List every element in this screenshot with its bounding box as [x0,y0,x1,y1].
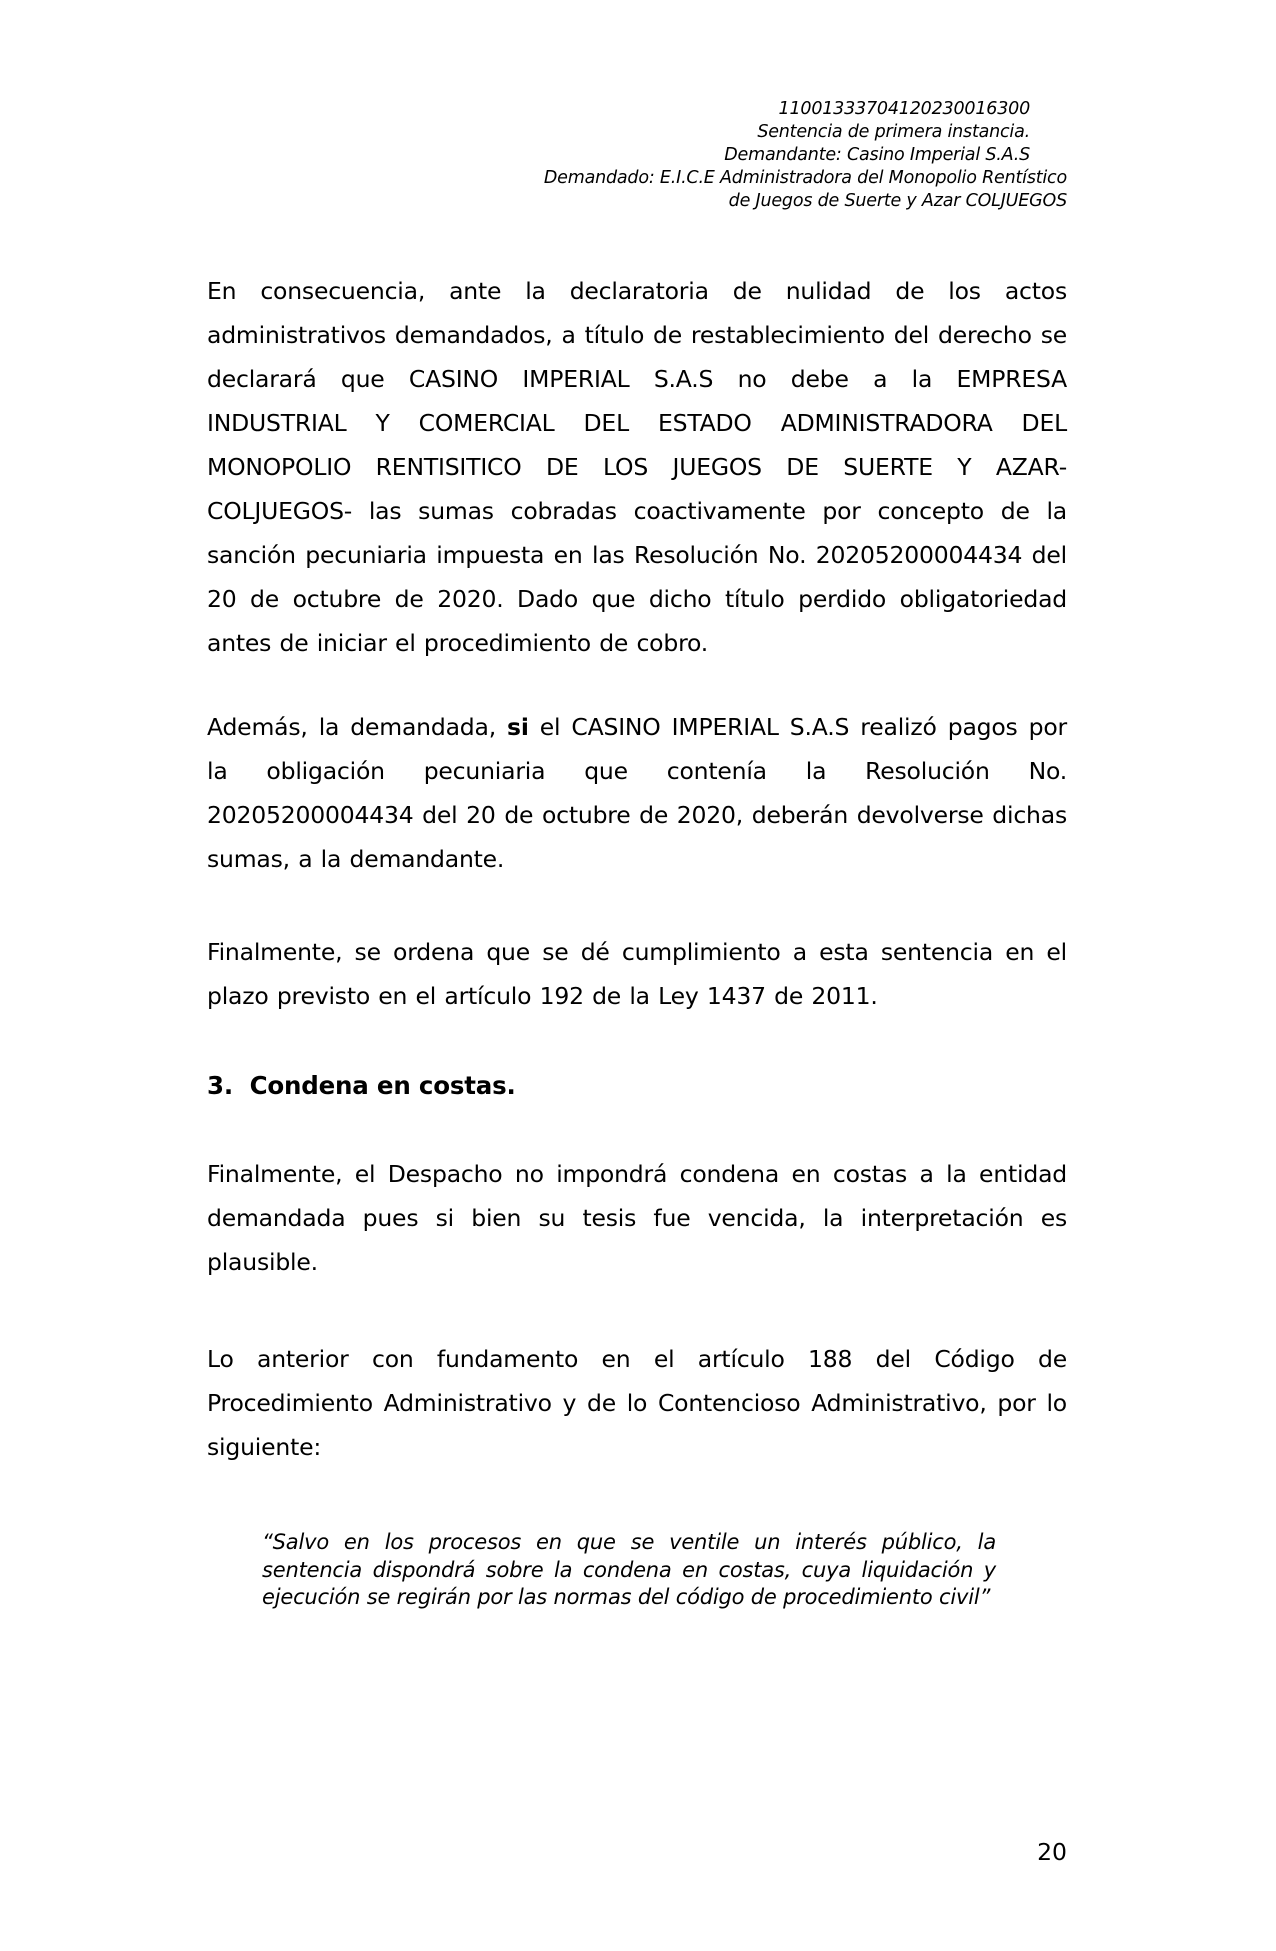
legal-quote: “Salvo en los procesos en que se ventile un interés público, la sentencia dispondrá sobre la condena en costas, cuya liquidación y ejecución se regirán por las normas del código de procedimiento civil” [262,1530,996,1609]
paragraph-cumplimiento: Finalmente, se ordena que se dé cumplimiento a esta sentencia en el plazo previsto en el artículo 192 de la Ley 1437 de 2011. [207,938,1067,1010]
paragraph-consecuencia: En consecuencia, ante la declaratoria de nulidad de los actos administrativos demandados, a título de restablecimiento del derecho se declarará que CASINO IMPERIAL S.A.S no debe a la EMPRESA INDUSTRIAL Y COMERCIAL DEL ESTADO ADMINISTRADORA DEL MONOPOLIO RENTISITICO DE LOS JUEGOS DE SUERTE Y AZAR-COLJUEGOS- las sumas cobradas coactivamente por concepto de la sanción pecuniaria impuesta en las Resolución No. 20205200004434 del 20 de octubre de 2020. Dado que dicho título perdido obligatoriedad antes de iniciar el procedimiento de cobro. [207,277,1067,657]
section-heading-condena-costas: 3. Condena en costas. [207,1071,516,1100]
bold-si-text: si [507,713,529,741]
text-segment: Además, la demandada, [207,713,508,741]
page-number: 20 [1037,1838,1067,1866]
header-line-demandante: Demandante: Casino Imperial S.A.S [724,145,1030,165]
header-line-instance: Sentencia de primera instancia. [757,122,1030,142]
header-line-demandado: Demandado: E.I.C.E Administradora del Monopolio Rentístico [543,168,1067,188]
paragraph-no-condena: Finalmente, el Despacho no impondrá condena en costas a la entidad demandada pues si bien su tesis fue vencida, la interpretación es plausible. [207,1160,1067,1276]
case-header [207,98,1067,213]
case-number: 11001333704120230016300 [778,99,1030,119]
header-line-coljuegos: de Juegos de Suerte y Azar COLJUEGOS [728,191,1067,211]
paragraph-ademas [207,705,1067,881]
text-segment: el CASINO IMPERIAL S.A.S realizó pagos por la obligación pecuniaria que contenía la Resolución No. 20205200004434 del 20 de octubre de 2020, deberán devolverse dichas sumas, a la demandante. [207,713,1067,873]
paragraph-fundamento: Lo anterior con fundamento en el artículo 188 del Código de Procedimiento Administrativo y de lo Contencioso Administrativo, por lo siguiente: [207,1345,1067,1461]
